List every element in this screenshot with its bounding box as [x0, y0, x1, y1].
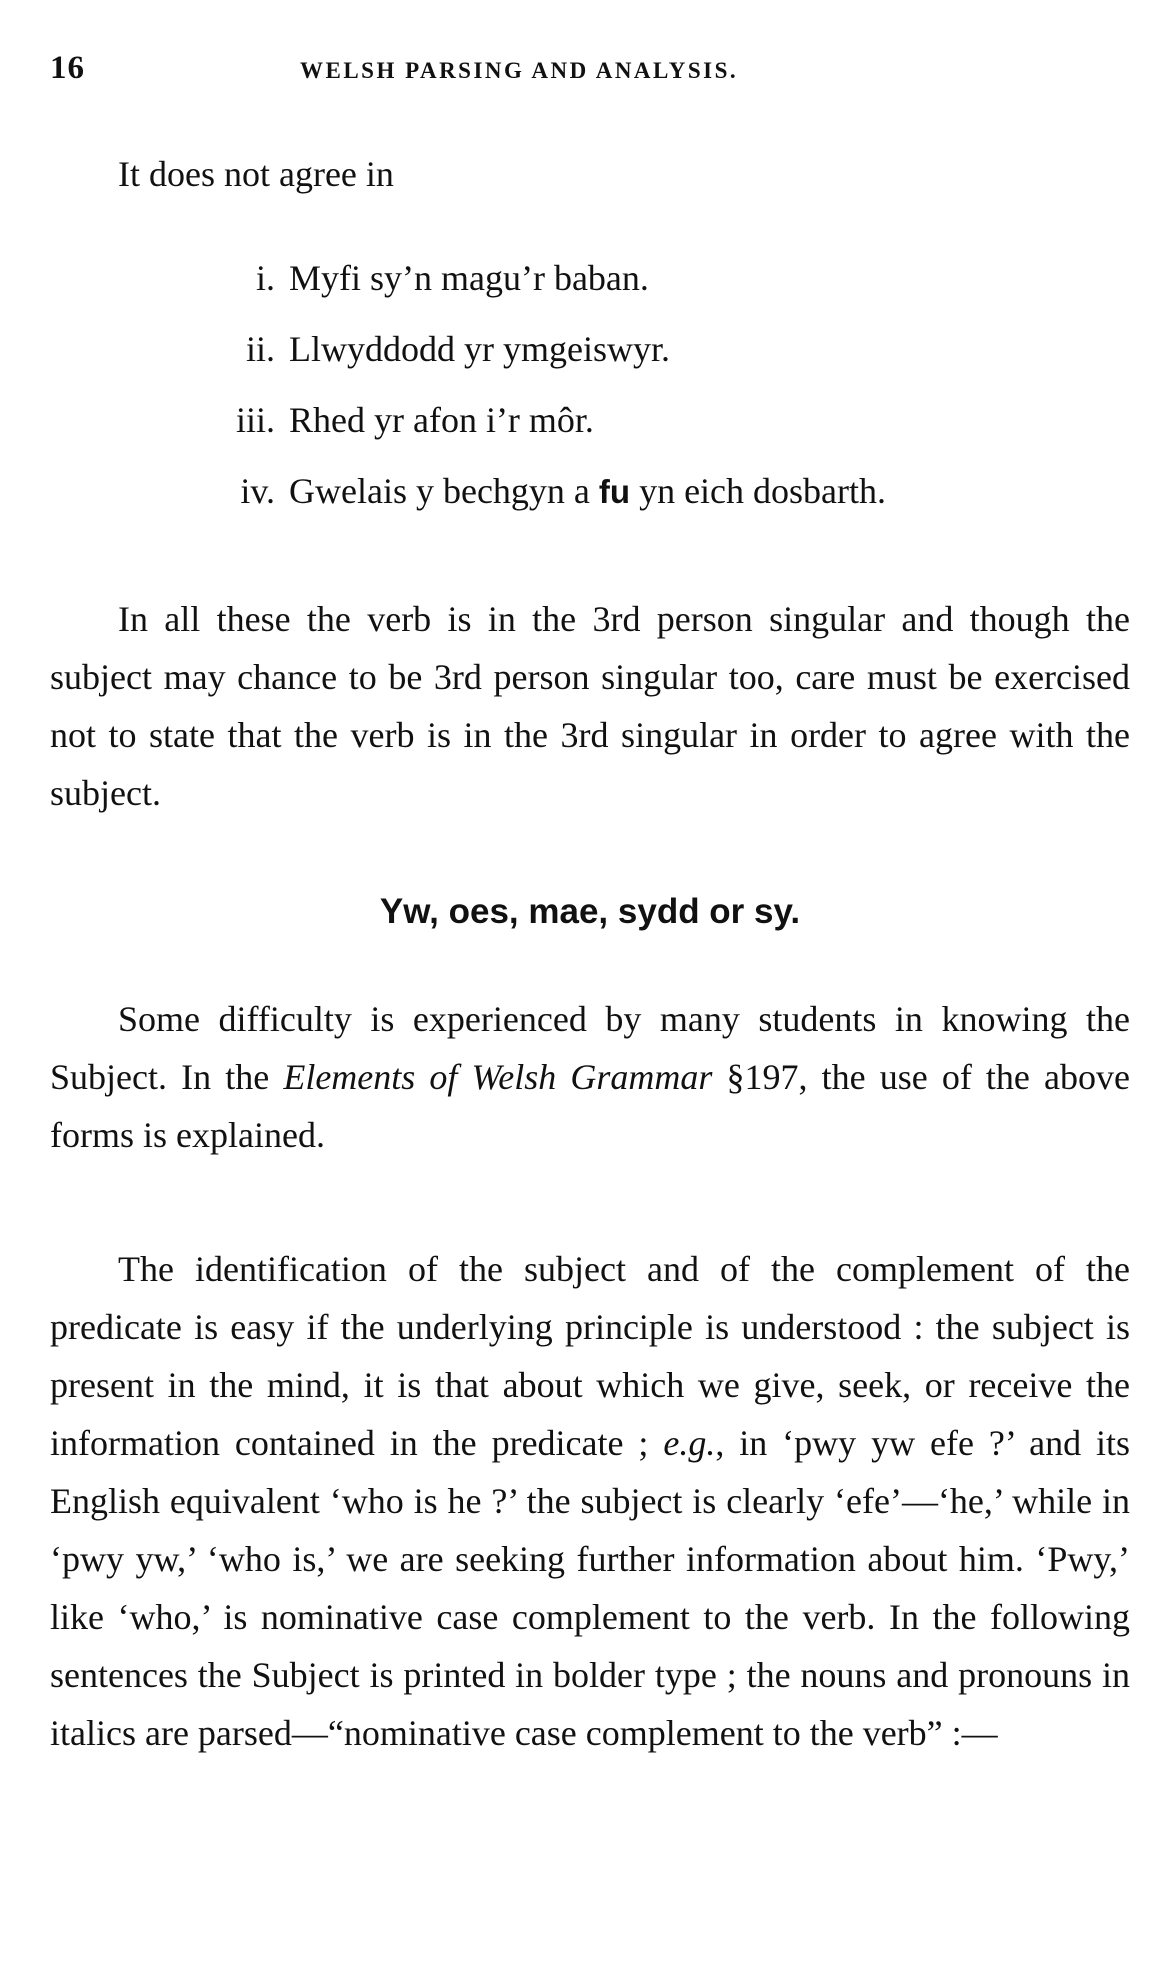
eg-abbreviation: e.g. — [663, 1423, 716, 1463]
paragraph-difficulty — [50, 990, 1130, 1164]
list-item — [195, 390, 1095, 461]
intro-line: It does not agree in — [118, 154, 394, 194]
book-title: Elements of Welsh Grammar — [283, 1057, 713, 1097]
list-numeral: iv. — [240, 471, 275, 511]
paragraph-text: §197, the use of the above forms is explained. — [50, 1057, 1130, 1155]
list-item — [195, 319, 1095, 390]
list-numeral: i. — [255, 258, 275, 298]
example-text: Llwyddodd yr ymgeiswyr. — [289, 329, 670, 369]
example-text: Rhed yr afon i’r môr. — [289, 400, 594, 440]
paragraph-text: , in ‘pwy yw efe ?’ and its English equivalent ‘who is he ?’ the subject is clearly ‘efe’—‘he,’ while in ‘pwy yw,’ ‘who is,’ we are seeking further information about him. ‘Pwy,’ like ‘who,’ is nominative case complement to the verb. In the following sentences the Subject is printed in bolder type ; the nouns and pronouns in italics are parsed—“nominative case complement to the verb” :— — [50, 1423, 1131, 1753]
page-header — [50, 50, 1130, 90]
list-item — [195, 461, 1095, 532]
paragraph-text: The identification of the subject and of the complement of the predicate is easy if the underlying principle is understood : the subject is present in the mind, it is that about which we give, seek, or receive the information contained in the predicate ; — [50, 1249, 1130, 1463]
list-numeral: ii. — [245, 329, 275, 369]
page-number: 16 — [50, 50, 85, 86]
example-text-end: yn eich dosbarth. — [630, 471, 886, 511]
list-item — [195, 248, 1095, 319]
example-text-start: Gwelais y bechgyn a — [289, 471, 599, 511]
list-numeral: iii. — [235, 400, 275, 440]
paragraph-identification — [50, 1240, 1130, 1762]
paragraph-text: Some difficulty is experienced by many students in knowing the Subject. In the — [50, 999, 1130, 1097]
running-title: WELSH PARSING AND ANALYSIS. — [300, 58, 739, 83]
bold-subject-word: fu — [598, 473, 631, 510]
section-heading: Yw, oes, mae, sydd or sy. — [379, 892, 801, 931]
paragraph-verb-agreement: In all these the verb is in the 3rd person singular and though the subject may chance to be 3rd person singular too, care must be exercised not to state that the verb is in the 3rd singular in order to agree with the subject. — [50, 599, 1130, 813]
example-text: Myfi sy’n magu’r baban. — [289, 258, 649, 298]
example-list — [195, 248, 1095, 532]
